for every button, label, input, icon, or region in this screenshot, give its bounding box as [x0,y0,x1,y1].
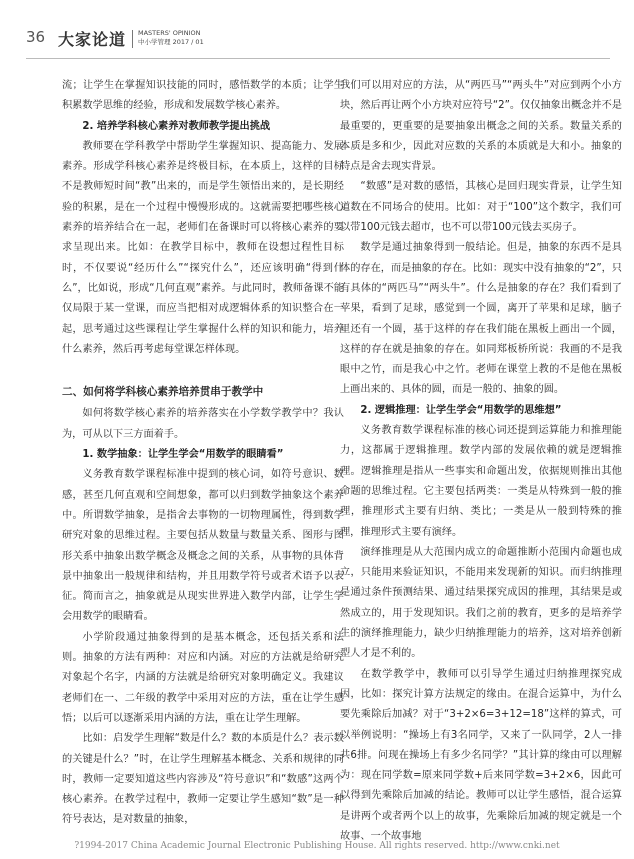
paragraph: 义务教育数学课程标准的核心词还提到运算能力和推理能力，这都属于逻辑推理。数学内部的发展依赖的就是逻辑推理。逻辑推理是指从一些事实和命题出发，依据规则推出其他命题的思维过程。它主要包括两类：一类是从特殊到一般的推理，推理形式主要有归纳、类比；一类是从一般到特殊的推理，推理形式主要有演绎。 [340,425,622,538]
column-title: 大家论道 [58,30,127,49]
header-divider [132,30,133,48]
right-column [340,76,622,847]
masthead [138,29,204,47]
paragraph: 数学是通过抽象得到一般结论。但是，抽象的东西不是具体的存在，而是抽象的存在。比如：现实中没有抽象的“2”，只有具体的“两匹马”“两头牛”。什么是抽象的存在？我们看到了苹果，看到了足球，感觉到一个圆，离开了苹果和足球，脑子里还有一个圆，基于这样的存在我们能在黑板上画出一个圆，这样的存在就是抽象的存在。如同郑板桥所说：我画的不是我眼中之竹，而是我心中之竹。老师在课堂上教的不是他在黑板上画出来的、具体的圆，而是一般的、抽象的圆。 [340,242,622,396]
header-rule [26,58,610,59]
paragraph: 我们可以用对应的方法，从“两匹马”“两头牛”对应到两个小方块，然后再让两个小方块对应符号“2”。仅仅抽象出概念并不是最重要的，更重要的是要抽象出概念之间的关系。数量关系的本质是多和少，因此对应数的关系的本质就是大和小。抽象的特点是舍去现实背景。 [340,80,622,173]
left-column [62,76,344,831]
paragraph: 教师要在学科教学中帮助学生掌握知识、提高能力、发展素养。形成学科核心素养是终极目标，在本质上，这样的目标不是教师短时间“教”出来的，而是学生领悟出来的，是长期经验的积累，是在一个过程中慢慢形成的。这就需要把哪些核心素养的培养结合在一起，老师们在备课时可以将核心素养的要求呈现出来。比如：在教学目标中，教师在设想过程性目标时，不仅要说“经历什么”“探究什么”，还应该明确“得到什么”，比如说，形成“几何直观”素养。与此同时，教师备课不能仅局限于某一堂课，而应当把相对成逻辑体系的知识整合在一起，思考通过这些课程让学生掌握什么样的知识和能力，培养什么素养，然后再考虑每堂课怎样体现。 [62,140,344,355]
subsection-heading: 2. 培养学科核心素养对教师教学提出挑战 [82,120,271,132]
copyright-footer: ?1994-2017 China Academic Journal Electronic Publishing House. All rights reserved. http://www.cnki.net [74,841,560,851]
subsection-heading: 2. 逻辑推理：让学生学会“用数学的思维想” [360,404,562,416]
section-heading: 二、如何将学科核心素养培养贯串于教学中 [62,386,264,399]
masthead-english: MASTERS' OPINION [138,29,201,37]
section-gap [62,360,344,380]
paragraph: 演绎推理是从大范围内成立的命题推断小范围内命题也成立，只能用来验证知识，不能用来发现新的知识。而归纳推理是通过条件预测结果、通过结果探究成因的推理，其结果是或然成立的，用于发现知识。我们之前的教育，更多的是培养学生的演绎推理能力，缺少归纳推理能力的培养，这对培养创新型人才是不利的。 [340,546,622,660]
paragraph: 比如：启发学生理解“数是什么？数的本质是什么？表示数的关键是什么？”时，在让学生理解基本概念、关系和规律的同时，教师一定要知道这些内容涉及“符号意识”和“数感”这两个核心素养。在教学过程中，教师一定要让学生感知“数”是一种符号表达，是对数量的抽象， [62,733,344,826]
paragraph: 义务教育数学课程标准中提到的核心词，如符号意识、数感，甚至几何直观和空间想象，都可以归到数学抽象这个素养中。所谓数学抽象，是指舍去事物的一切物理属性，得到数学研究对象的思维过程。主要包括从数量与数量关系、图形与图形关系中抽象出数学概念及概念之间的关系，从事物的具体背景中抽象出一般规律和结构，并且用数学符号或者术语予以表征。简而言之，抽象就是从现实世界进入数学内部，让学生学会用数学的眼睛看。 [62,469,344,623]
subsection-heading: 1. 数学抽象：让学生学会“用数学的眼睛看” [82,449,284,461]
paragraph: 如何将数学核心素养的培养落实在小学数学教学中？我认为，可从以下三方面着手。 [62,408,344,440]
paragraph: 在数学教学中，教师可以引导学生通过归纳推理探究成因，比如：探究计算方法规定的缘由。在混合运算中，为什么要先乘除后加减？对于“3+2×6=3+12=18”这样的算式，可以举例说明：“操场上有3名同学，又来了一队同学，2人一排共6排。问现在操场上有多少名同学？”其计算的缘由可以理解为：现在同学数=原来同学数+后来同学数=3+2×6，因此可以得到先乘除后加减的结论。教师可以让学生感悟，混合运算是讲两个或者两个以上的故事，先乘除后加减的规定就是一个故事、一个故事地 [340,668,622,842]
page-header [26,22,612,56]
masthead-issue: 中小学管理 2017 / 01 [138,38,204,46]
paragraph: “数感”是对数的感悟，其核心是回归现实背景，让学生知道数在不同场合的使用。比如：对于“100”这个数字，我们可以带100元钱去超市，也不可以带100元钱去买房子。 [340,181,622,234]
page-number: 36 [26,28,46,46]
paragraph: 流；让学生在掌握知识技能的同时，感悟数学的本质；让学生积累数学思维的经验，形成和发展数学核心素养。 [62,80,344,112]
paragraph: 小学阶段通过抽象得到的是基本概念，还包括关系和法则。抽象的方法有两种：对应和内涵。对应的方法就是给研究对象起个名字，内涵的方法就是给研究对象明确定义。我建议老师们在一、二年级的教学中采用对应的方法，重在让学生感悟；以后可以逐渐采用内涵的方法，重在让学生理解。 [62,631,344,724]
